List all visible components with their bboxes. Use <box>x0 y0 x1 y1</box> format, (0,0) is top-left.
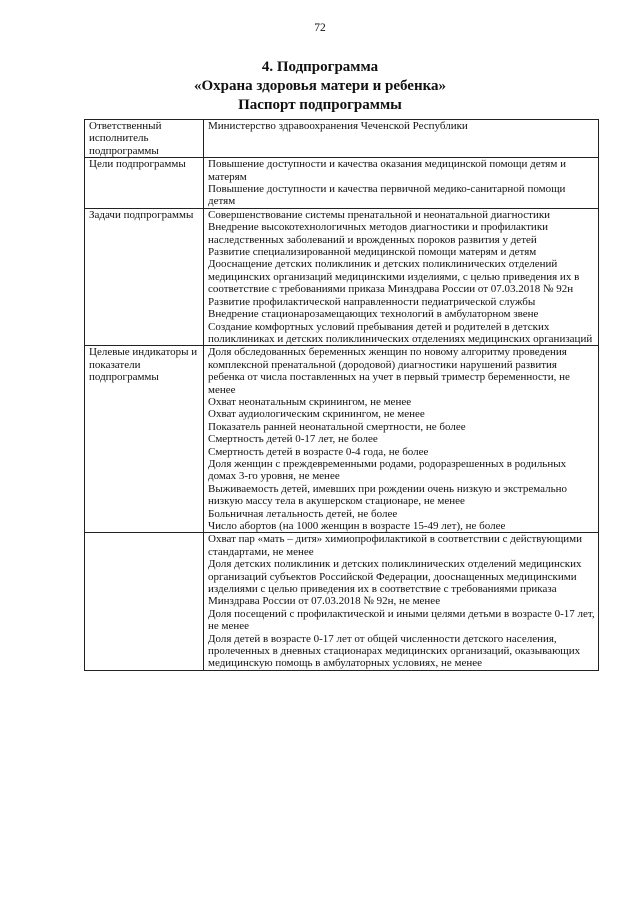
passport-item: Число абортов (на 1000 женщин в возрасте 15-49 лет), не более <box>208 520 506 532</box>
passport-row <box>85 158 599 209</box>
page-number: 72 <box>314 22 326 34</box>
passport-item: Доля посещений с профилактической и иными целями детьми в возрасте 0-17 лет, не менее <box>208 607 595 633</box>
passport-item: Повышение доступности и качества оказания медицинской помощи детям и матерям <box>208 158 566 183</box>
passport-row-label: Задачи подпрограммы <box>85 208 204 345</box>
heading-subprogram-title: «Охрана здоровья матери и ребенка» <box>193 78 446 94</box>
passport-item: Доля обследованных беременных женщин по новому алгоритму проведения комплексной пренатальной (дородовой) диагностики нарушений развития ребенка от числа поставленных на учет в первый триместр беременности, не менее <box>208 346 570 396</box>
passport-item: Внедрение стационарозамещающих технологий в амбулаторном звене <box>208 308 539 321</box>
passport-item: Создание комфортных условий пребывания детей и родителей в детских поликлиниках и детских поликлинических отделениях медицинских организаций <box>208 320 593 345</box>
passport-item: Смертность детей в возрасте 0-4 года, не более <box>208 445 429 458</box>
passport-item: Доля детских поликлиник и детских поликлинических отделений медицинских организаций субъектов Российской Федерации, дооснащенных медицинскими изделиями с целью приведения их в соответствие с требованиями приказа Минздрава России от 07.03.2018 № 92н, не менее <box>208 558 582 608</box>
passport-row <box>85 346 599 533</box>
passport-item: Дооснащение детских поликлиник и детских поликлинических отделений медицинских организаций медицинскими изделиями, с целью приведения их в соответствие с требованиями приказа Минздрава России от 07.03.2018 № 92н <box>208 258 580 296</box>
passport-row-label: Цели подпрограммы <box>85 158 204 209</box>
passport-item: Охват аудиологическим скринингом, не менее <box>208 408 425 421</box>
heading-subprogram-number: 4. Подпрограмма <box>261 59 379 75</box>
passport-row-content <box>204 533 599 670</box>
passport-row-content <box>204 208 599 345</box>
passport-item: Министерство здравоохранения Чеченской Республики <box>208 120 468 132</box>
passport-item: Охват неонатальным скринингом, не менее <box>208 395 412 408</box>
section-heading <box>0 58 640 115</box>
passport-row <box>85 533 599 670</box>
passport-item: Доля детей в возрасте 0-17 лет от общей численности детского населения, пролеченных в дневных стационарах медицинских организаций, оказывающих медицинскую помощь в амбулаторных условиях, не менее <box>208 632 581 670</box>
passport-item: Показатель ранней неонатальной смертности, не более <box>208 420 466 433</box>
passport-item: Развитие специализированной медицинской помощи матерям и детям <box>208 246 537 259</box>
passport-item: Совершенствование системы пренатальной и неонатальной диагностики <box>208 208 551 221</box>
passport-item: Выживаемость детей, имевших при рождении очень низкую и экстремально низкую массу тела в акушерском стационаре, не менее <box>208 482 567 508</box>
heading-passport-title: Паспорт подпрограммы <box>238 97 402 113</box>
passport-row-label <box>85 533 204 670</box>
passport-item: Повышение доступности и качества первичной медико-санитарной помощи детям <box>208 183 566 208</box>
passport-row-label: Целевые индикаторы и показатели подпрограммы <box>85 346 204 533</box>
passport-item: Смертность детей 0-17 лет, не более <box>208 433 378 446</box>
passport-item: Больничная летальность детей, не более <box>208 507 398 520</box>
passport-row-label: Ответственный исполнитель подпрограммы <box>85 120 204 158</box>
passport-item: Внедрение высокотехнологичных методов диагностики и профилактики наследственных заболеваний и врожденных пороков развития у детей <box>208 221 549 246</box>
passport-table <box>84 119 599 671</box>
passport-row-content <box>204 346 599 533</box>
passport-row-content <box>204 158 599 209</box>
passport-row-content <box>204 120 599 158</box>
passport-item: Доля женщин с преждевременными родами, родоразрешенных в родильных домах 3-го уровня, не менее <box>208 457 567 483</box>
passport-item: Охват пар «мать – дитя» химиопрофилактикой в соответствии с действующими стандартами, не менее <box>208 533 583 558</box>
passport-row <box>85 120 599 158</box>
passport-table-body <box>85 120 599 671</box>
passport-row <box>85 208 599 345</box>
passport-item: Развитие профилактической направленности педиатрической службы <box>208 295 536 308</box>
